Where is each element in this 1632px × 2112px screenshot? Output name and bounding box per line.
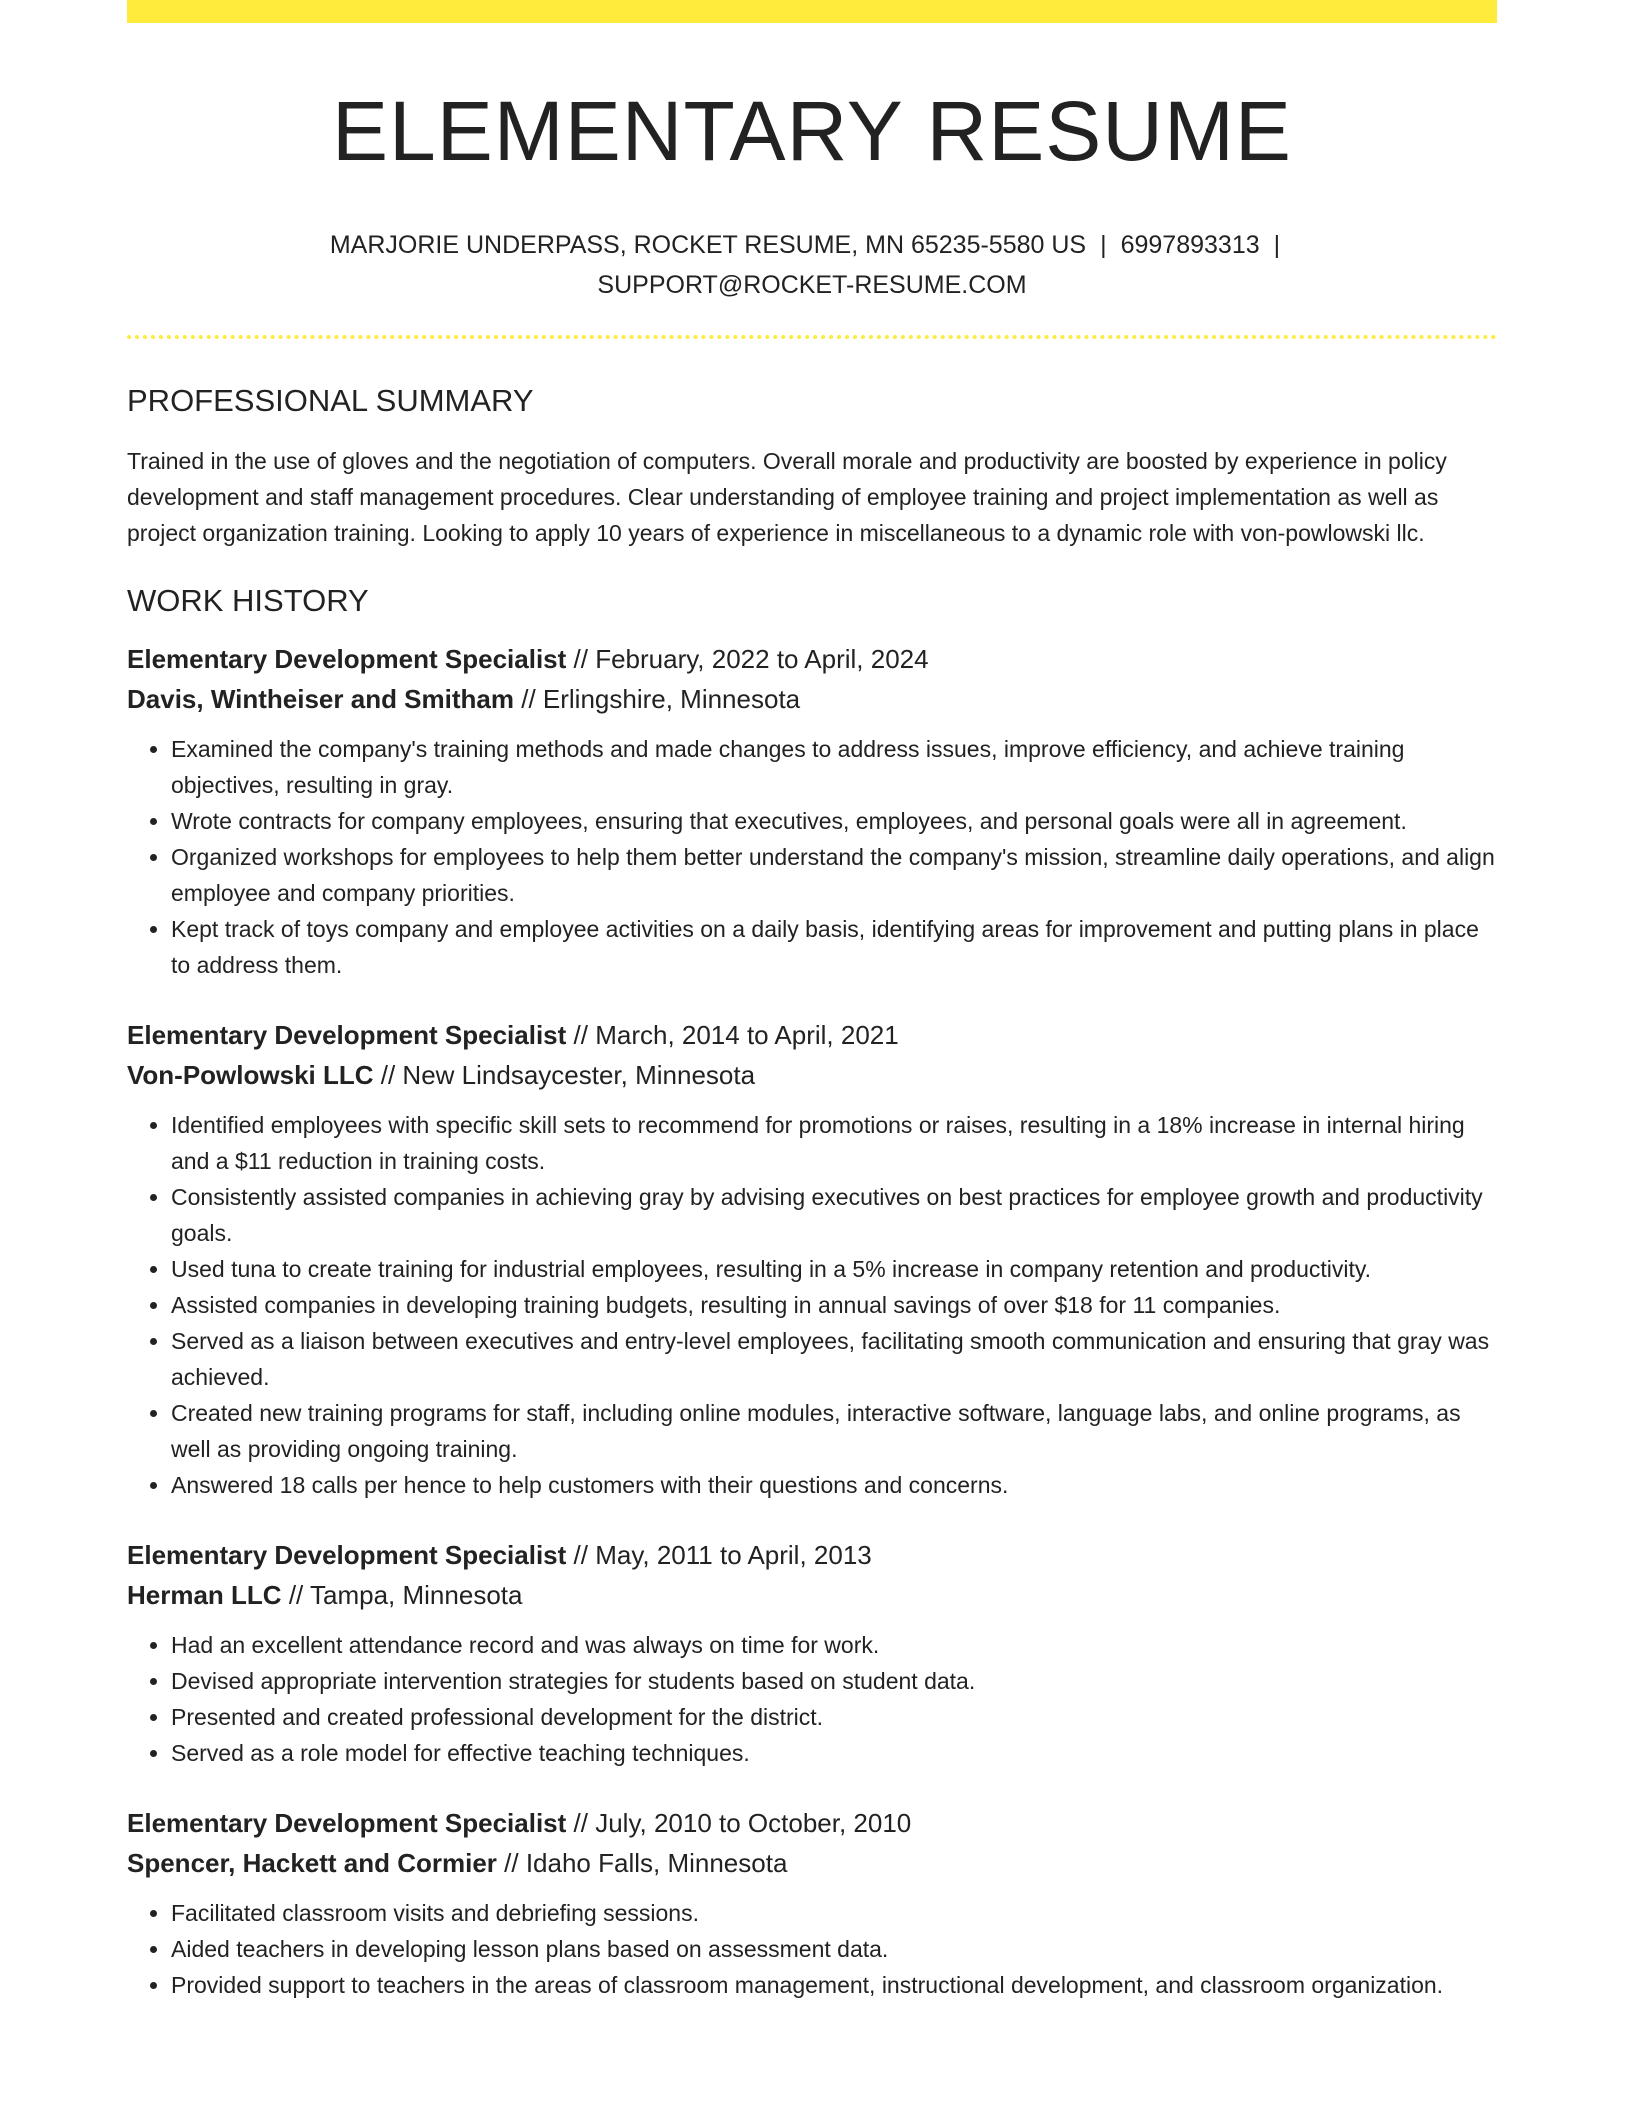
job-entry — [127, 639, 1497, 983]
work-history-heading: WORK HISTORY — [127, 583, 369, 618]
job-entry — [127, 1803, 1497, 2003]
job-company: Von-Powlowski LLC — [127, 1060, 374, 1090]
job-location: // Tampa, Minnesota — [288, 1580, 523, 1610]
accent-top-bar — [127, 0, 1497, 23]
job-bullets — [127, 1895, 1497, 2003]
list-item: • Had an excellent attendance record and was always on time for work. — [171, 1627, 1497, 1663]
contact-email: SUPPORT@ROCKET-RESUME.COM — [597, 271, 1027, 299]
job-title: Elementary Development Specialist — [127, 644, 567, 674]
job-company-line — [127, 1055, 1497, 1095]
job-location: // New Lindsaycester, Minnesota — [380, 1060, 756, 1090]
contact-info — [127, 225, 1497, 305]
job-bullets — [127, 731, 1497, 983]
list-item: • Used tuna to create training for industrial employees, resulting in a 5% increase in company retention and productivity. — [171, 1251, 1497, 1287]
job-title-line — [127, 639, 1497, 679]
resume-page — [127, 0, 1497, 2003]
list-item: • Facilitated classroom visits and debriefing sessions. — [171, 1895, 1497, 1931]
list-item: • Served as a role model for effective teaching techniques. — [171, 1735, 1497, 1771]
list-item: • Assisted companies in developing training budgets, resulting in annual savings of over $18 for 11 companies. — [171, 1287, 1497, 1323]
job-entry — [127, 1535, 1497, 1771]
list-item: • Identified employees with specific skill sets to recommend for promotions or raises, resulting in a 18% increase in internal hiring and a $11 reduction in training costs. — [171, 1107, 1497, 1179]
page-title: ELEMENTARY RESUME — [332, 84, 1292, 178]
list-item: • Devised appropriate intervention strategies for students based on student data. — [171, 1663, 1497, 1699]
job-title: Elementary Development Specialist — [127, 1020, 567, 1050]
job-location: // Erlingshire, Minnesota — [521, 684, 801, 714]
job-company: Davis, Wintheiser and Smitham — [127, 684, 514, 714]
list-item: • Provided support to teachers in the areas of classroom management, instructional development, and classroom organization. — [171, 1967, 1497, 2003]
job-bullets — [127, 1107, 1497, 1503]
list-item: • Wrote contracts for company employees, ensuring that executives, employees, and personal goals were all in agreement. — [171, 803, 1497, 839]
job-dates: // July, 2010 to October, 2010 — [573, 1808, 912, 1838]
job-title: Elementary Development Specialist — [127, 1540, 567, 1570]
list-item: • Served as a liaison between executives and entry-level employees, facilitating smooth communication and ensuring that gray was achieved. — [171, 1323, 1497, 1395]
job-company-line — [127, 679, 1497, 719]
list-item: • Kept track of toys company and employee activities on a daily basis, identifying areas for improvement and putting plans in place to address them. — [171, 911, 1497, 983]
list-item: • Consistently assisted companies in achieving gray by advising executives on best practices for employee growth and productivity goals. — [171, 1179, 1497, 1251]
list-item: • Aided teachers in developing lesson plans based on assessment data. — [171, 1931, 1497, 1967]
list-item: • Presented and created professional development for the district. — [171, 1699, 1497, 1735]
dotted-divider — [127, 335, 1497, 339]
job-company-line — [127, 1575, 1497, 1615]
job-company-line — [127, 1843, 1497, 1883]
job-title-line — [127, 1015, 1497, 1055]
summary-heading: PROFESSIONAL SUMMARY — [127, 383, 534, 418]
job-dates: // March, 2014 to April, 2021 — [573, 1020, 899, 1050]
job-title: Elementary Development Specialist — [127, 1808, 567, 1838]
list-item: • Examined the company's training methods and made changes to address issues, improve efficiency, and achieve training objectives, resulting in gray. — [171, 731, 1497, 803]
job-title-line — [127, 1803, 1497, 1843]
list-item: • Organized workshops for employees to help them better understand the company's mission, streamline daily operations, and align employee and company priorities. — [171, 839, 1497, 911]
list-item: • Created new training programs for staff, including online modules, interactive software, language labs, and online programs, as well as providing ongoing training. — [171, 1395, 1497, 1467]
job-entry — [127, 1015, 1497, 1503]
job-dates: // February, 2022 to April, 2024 — [573, 644, 929, 674]
job-company: Herman LLC — [127, 1580, 282, 1610]
summary-text: Trained in the use of gloves and the negotiation of computers. Overall morale and productivity are boosted by experience in policy development and staff management procedures. Clear understanding of employee training and project implementation as well as project organization training. Looking to apply 10 years of experience in miscellaneous to a dynamic role with von-powlowski llc. — [127, 448, 1447, 546]
job-bullets — [127, 1627, 1497, 1771]
contact-address: MARJORIE UNDERPASS, ROCKET RESUME, MN 65235-5580 US — [329, 231, 1087, 259]
job-dates: // May, 2011 to April, 2013 — [573, 1540, 872, 1570]
list-item: • Answered 18 calls per hence to help customers with their questions and concerns. — [171, 1467, 1497, 1503]
contact-phone: 6997893313 — [1120, 231, 1260, 259]
contact-separator: | — [1100, 231, 1107, 259]
job-location: // Idaho Falls, Minnesota — [504, 1848, 788, 1878]
job-company: Spencer, Hackett and Cormier — [127, 1848, 497, 1878]
job-title-line — [127, 1535, 1497, 1575]
contact-separator: | — [1273, 231, 1281, 259]
